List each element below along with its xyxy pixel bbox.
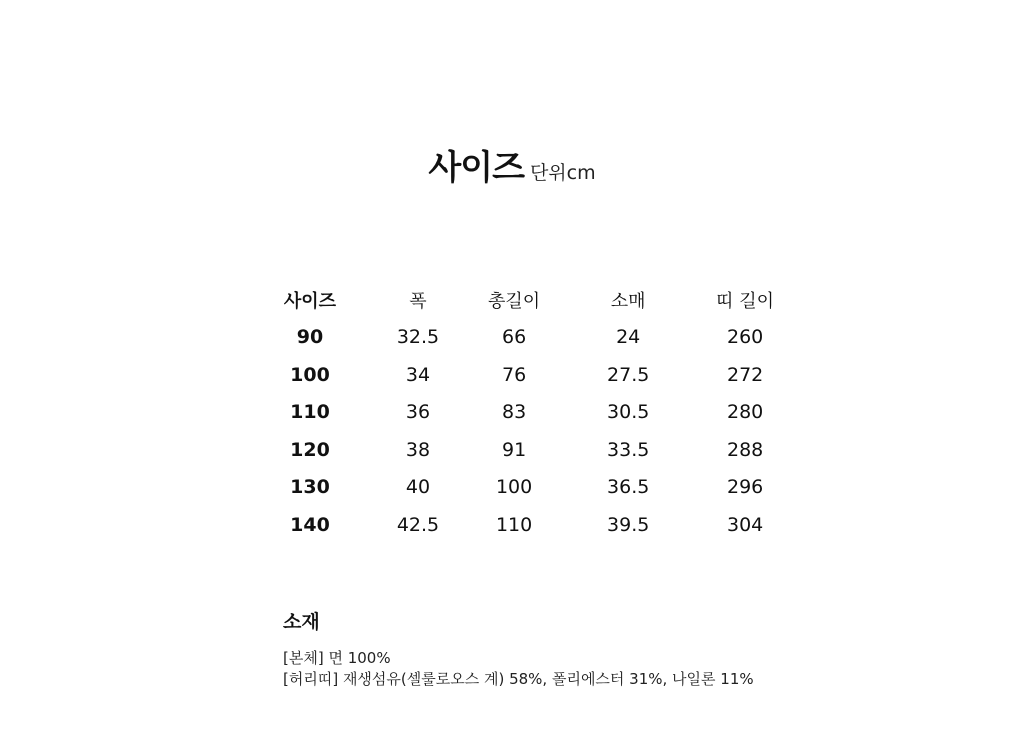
- table-row: [272, 319, 774, 357]
- cell-total-length: 100: [495, 476, 533, 499]
- table-header-row: [272, 281, 774, 319]
- header-width: 폭: [409, 290, 427, 312]
- cell-size: 130: [290, 476, 330, 499]
- header-total-length: 총길이: [488, 290, 541, 312]
- cell-width: 32.5: [396, 326, 440, 349]
- cell-size: 90: [296, 326, 324, 349]
- table-row: [272, 356, 774, 394]
- cell-width: 36: [405, 401, 431, 424]
- page-title: 사이즈: [428, 148, 524, 188]
- cell-size: 100: [290, 363, 330, 386]
- cell-sleeve: 36.5: [607, 476, 650, 499]
- cell-size: 120: [290, 438, 330, 461]
- material-heading: 소재: [283, 611, 320, 633]
- cell-sleeve: 30.5: [607, 401, 650, 424]
- cell-sleeve: 39.5: [607, 513, 650, 536]
- cell-sleeve: 24: [616, 326, 641, 349]
- cell-size: 140: [290, 513, 330, 536]
- table-row: [272, 506, 774, 544]
- header-belt-length: 띠 길이: [716, 290, 775, 312]
- cell-belt-length: 280: [726, 401, 764, 424]
- table-row: [272, 469, 774, 507]
- header-sleeve: 소매: [610, 290, 646, 312]
- cell-belt-length: 272: [726, 363, 764, 386]
- cell-width: 42.5: [396, 513, 440, 536]
- cell-width: 34: [405, 363, 431, 386]
- table-row: [272, 394, 774, 432]
- cell-total-length: 83: [501, 401, 527, 424]
- cell-width: 38: [405, 438, 431, 461]
- size-table: [272, 281, 774, 544]
- table-row: [272, 431, 774, 469]
- cell-belt-length: 260: [726, 326, 764, 349]
- cell-belt-length: 304: [726, 513, 764, 536]
- cell-total-length: 66: [501, 326, 527, 349]
- cell-sleeve: 33.5: [607, 438, 650, 461]
- cell-sleeve: 27.5: [607, 363, 650, 386]
- cell-size: 110: [290, 401, 330, 424]
- cell-belt-length: 296: [726, 476, 764, 499]
- unit-label: 단위cm: [529, 162, 596, 184]
- cell-total-length: 76: [501, 363, 527, 386]
- header-size: 사이즈: [283, 290, 337, 312]
- cell-total-length: 110: [495, 513, 533, 536]
- material-line-belt: [허리띠] 재생섬유(셀룰로오스 계) 58%, 폴리에스터 31%, 나일론 11%: [283, 670, 754, 688]
- cell-belt-length: 288: [726, 438, 764, 461]
- cell-total-length: 91: [501, 438, 527, 461]
- page-header: [0, 140, 1024, 189]
- material-line-body: [본체] 면 100%: [283, 649, 391, 667]
- cell-width: 40: [405, 476, 431, 499]
